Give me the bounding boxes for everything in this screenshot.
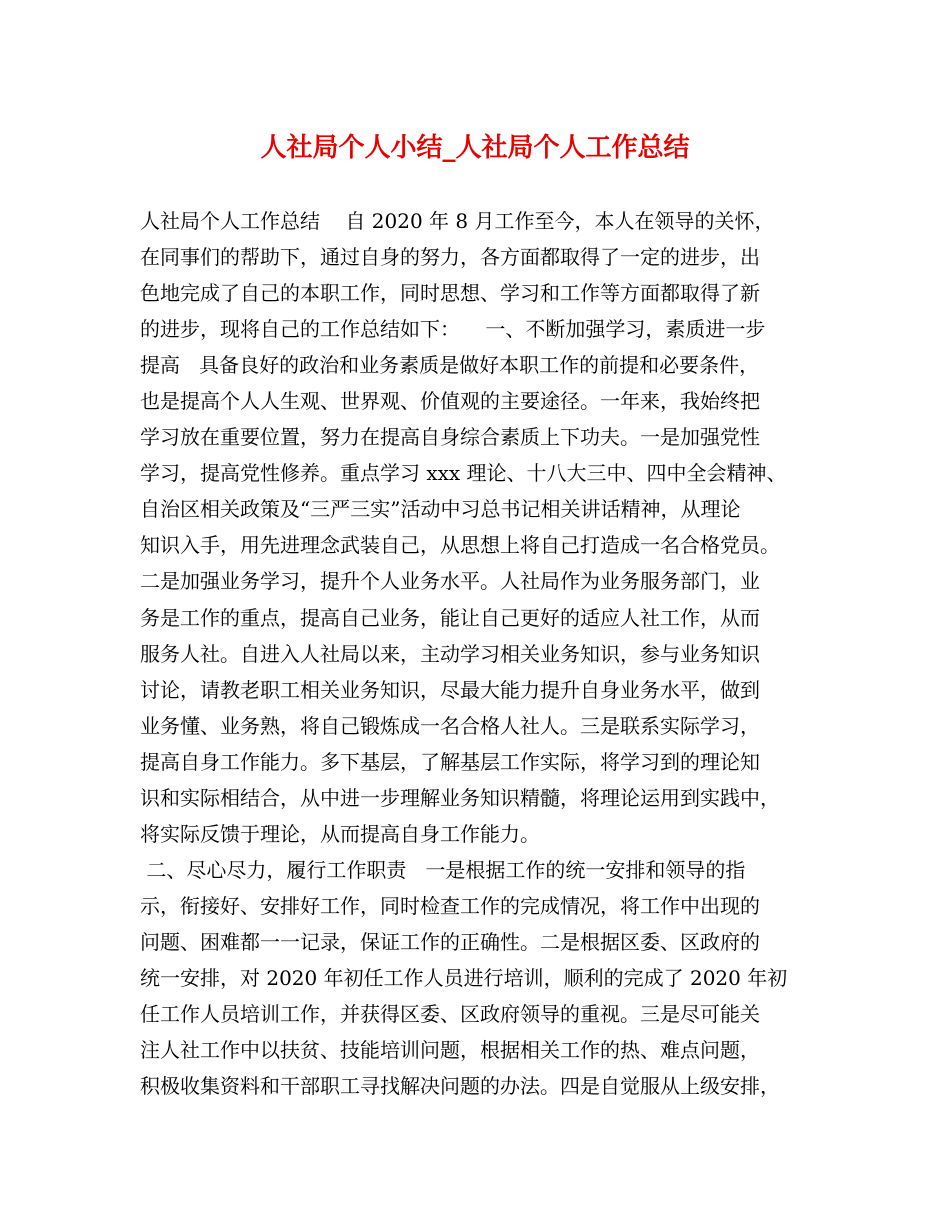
text-line: 业务懂、业务熟，将自己锻炼成一名合格人社人。三是联系实际学习， — [140, 713, 760, 738]
text-line: 二、尽心尽力，履行工作职责 一是根据工作的统一安排和领导的指 — [140, 857, 746, 882]
text-line: 识和实际相结合，从中进一步理解业务知识精髓，将理论运用到实践中， — [140, 785, 780, 810]
text-line: 问题、困难都一一记录，保证工作的正确性。二是根据区委、区政府的 — [140, 929, 760, 954]
text-line: 人社局个人工作总结 自 2020 年 8 月工作至今，本人在领导的关怀， — [140, 209, 775, 233]
text-line: 讨论，请教老职工相关业务知识，尽最大能力提升自身业务水平，做到 — [140, 677, 760, 702]
text-line: 学习，提高党性修养。重点学习 xxx 理论、十八大三中、四中全会精神、 — [140, 461, 787, 486]
text-line: 学习放在重要位置，努力在提高自身综合素质上下功夫。一是加强党性 — [140, 425, 760, 450]
text-line: 务是工作的重点，提高自己业务，能让自己更好的适应人社工作，从而 — [140, 605, 760, 630]
text-line: 的进步，现将自己的工作总结如下： 一、不断加强学习，素质进一步 — [140, 317, 766, 342]
text-line: 色地完成了自己的本职工作，同时思想、学习和工作等方面都取得了新 — [140, 281, 760, 306]
text-line: 服务人社。自进入人社局以来，主动学习相关业务知识，参与业务知识 — [140, 641, 760, 666]
text-line: 统一安排，对 2020 年初任工作人员进行培训，顺利的完成了 2020 年初 — [140, 965, 788, 990]
text-line: 自治区相关政策及“三严三实”活动中习总书记相关讲话精神，从理论 — [140, 497, 741, 522]
text-line: 示，衔接好、安排好工作，同时检查工作的完成情况，将工作中出现的 — [140, 893, 760, 918]
text-line: 也是提高个人人生观、世界观、价值观的主要途径。一年来，我始终把 — [140, 389, 760, 414]
text-line: 提高自身工作能力。多下基层，了解基层工作实际，将学习到的理论知 — [140, 749, 760, 774]
text-line: 二是加强业务学习，提升个人业务水平。人社局作为业务服务部门，业 — [140, 569, 760, 594]
text-line: 将实际反馈于理论，从而提高自身工作能力。 — [140, 821, 540, 846]
text-line: 在同事们的帮助下，通过自身的努力，各方面都取得了一定的进步，出 — [140, 245, 760, 270]
text-line: 积极收集资料和干部职工寻找解决问题的办法。四是自觉服从上级安排， — [140, 1074, 780, 1099]
text-line: 知识入手，用先进理念武装自己，从思想上将自己打造成一名合格党员。 — [140, 533, 780, 558]
document-body — [140, 208, 830, 1109]
text-line: 注人社工作中以扶贫、技能培训问题，根据相关工作的热、难点问题， — [140, 1038, 760, 1063]
document-title: 人社局个人小结_人社局个人工作总结 — [260, 133, 690, 163]
text-line: 提高 具备良好的政治和业务素质是做好本职工作的前提和必要条件， — [140, 353, 760, 378]
text-line: 任工作人员培训工作，并获得区委、区政府领导的重视。三是尽可能关 — [140, 1002, 760, 1027]
